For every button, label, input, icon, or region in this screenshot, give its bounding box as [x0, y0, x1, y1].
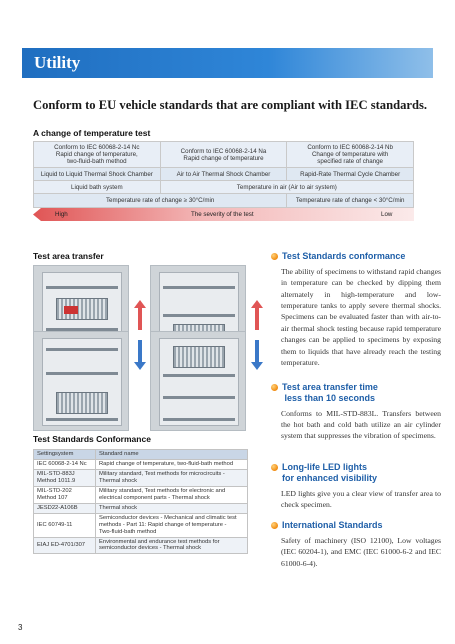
feature-international-standards	[271, 520, 441, 569]
table-header-row	[34, 450, 248, 460]
severity-scale	[33, 208, 414, 221]
comparison-label: A change of temperature test	[33, 128, 151, 138]
severity-high-label: High	[55, 211, 68, 218]
severity-low-label: Low	[381, 211, 393, 218]
table-row	[34, 537, 248, 554]
table-row	[34, 503, 248, 513]
table-cell: EIAJ ED-4701/307	[34, 537, 96, 554]
page-headline: Conform to EU vehicle standards that are compliant with IEC standards.	[33, 98, 428, 112]
section-title: Utility	[34, 53, 81, 72]
feature-transfer-time	[271, 382, 441, 442]
feature-body: Conforms to MIL-STD-883L. Transfers between the hot bath and cold bath utilize an air cylinder system that suppresses the vibration of specimens.	[281, 408, 441, 441]
table-row	[34, 459, 248, 469]
header-setting-system: Settingsystem	[34, 450, 96, 460]
section-banner	[22, 48, 433, 78]
bullet-icon	[271, 522, 278, 529]
table-cell: Thermal shock	[96, 503, 248, 513]
standard-nc: Conform to IEC 60068-2-14 Nc Rapid change of temperature, two-fluid-bath method	[34, 142, 161, 168]
system-air: Temperature in air (Air to air system)	[160, 181, 413, 194]
bullet-icon	[271, 384, 278, 391]
chamber-liquid: Liquid to Liquid Thermal Shock Chamber	[34, 168, 161, 181]
chamber-photo-3	[33, 331, 129, 431]
bullet-icon	[271, 253, 278, 260]
feature-title: International Standards	[282, 520, 383, 530]
chamber-air: Air to Air Thermal Shock Chamber	[160, 168, 287, 181]
feature-body: The ability of specimens to withstand rapid changes in temperature can be checked by dipping them alternately in high-temperature and low-temperature tanks to apply severe thermal shocks. Specimens can be evaluated faster than with air-to-air thermal shock testing because rapid temperature changes can be applied to specimens by exposing them to liquids that have already reach the testing temperature.	[281, 266, 441, 367]
table-cell: Military standard, Test methods for microcircuits - Thermal shock	[96, 469, 248, 486]
table-cell: MIL-STD-202 Method 107	[34, 486, 96, 503]
chamber-photo-4	[150, 331, 246, 431]
standard-nb: Conform to IEC 60068-2-14 Nb Change of temperature with specified rate of change	[287, 142, 414, 168]
table-row	[34, 486, 248, 503]
transfer-up-arrow-2	[253, 300, 261, 330]
feature-body: LED lights give you a clear view of transfer area to check specimen.	[281, 488, 441, 509]
chamber-rapid: Rapid-Rate Thermal Cycle Chamber	[287, 168, 414, 181]
feature-title: Test area transfer time less than 10 seconds	[282, 382, 378, 403]
feature-title: Long-life LED lights for enhanced visibility	[282, 462, 378, 483]
standard-na: Conform to IEC 60068-2-14 Na Rapid change of temperature	[160, 142, 287, 168]
bullet-icon	[271, 464, 278, 471]
table-cell: Environmental and endurance test methods for semiconductor devices - Thermal shock	[96, 537, 248, 554]
transfer-down-arrow-2	[253, 340, 261, 370]
feature-title: Test Standards conformance	[282, 251, 406, 261]
table-cell: IEC 60749-11	[34, 513, 96, 537]
table-row	[34, 469, 248, 486]
severity-middle-label: The severity of the test	[191, 211, 254, 218]
feature-led-lights	[271, 462, 441, 510]
transfer-down-arrow	[136, 340, 144, 370]
table-cell: IEC 60068-2-14 Nc	[34, 459, 96, 469]
system-liquid: Liquid bath system	[34, 181, 161, 194]
standards-table	[33, 449, 248, 554]
transfer-up-arrow	[136, 300, 144, 330]
header-standard-name: Standard name	[96, 450, 248, 460]
standards-table-label: Test Standards Conformance	[33, 434, 151, 444]
table-cell: Military standard, Test methods for electronic and electrical component parts - Thermal shock	[96, 486, 248, 503]
table-cell: JESD22-A106B	[34, 503, 96, 513]
rate-high: Temperature rate of change ≥ 30°C/min	[34, 194, 287, 208]
table-row	[34, 513, 248, 537]
rate-low: Temperature rate of change < 30°C/min	[287, 194, 414, 208]
feature-body: Safety of machinery (ISO 12100), Low voltages (IEC 60204-1), and EMC (IEC 61000-6-2 and IEC 61000-6-4).	[281, 535, 441, 568]
table-cell: MIL-STD-883J Method 1011.9	[34, 469, 96, 486]
transfer-label: Test area transfer	[33, 251, 104, 261]
page-number: 3	[18, 623, 23, 632]
table-cell: Rapid change of temperature, two-fluid-bath method	[96, 459, 248, 469]
comparison-table	[33, 141, 414, 208]
feature-test-standards	[271, 251, 441, 368]
table-cell: Semiconductor devices - Mechanical and climatic test methods - Part 11: Rapid change of temperature - Two-fluid-bath method	[96, 513, 248, 537]
